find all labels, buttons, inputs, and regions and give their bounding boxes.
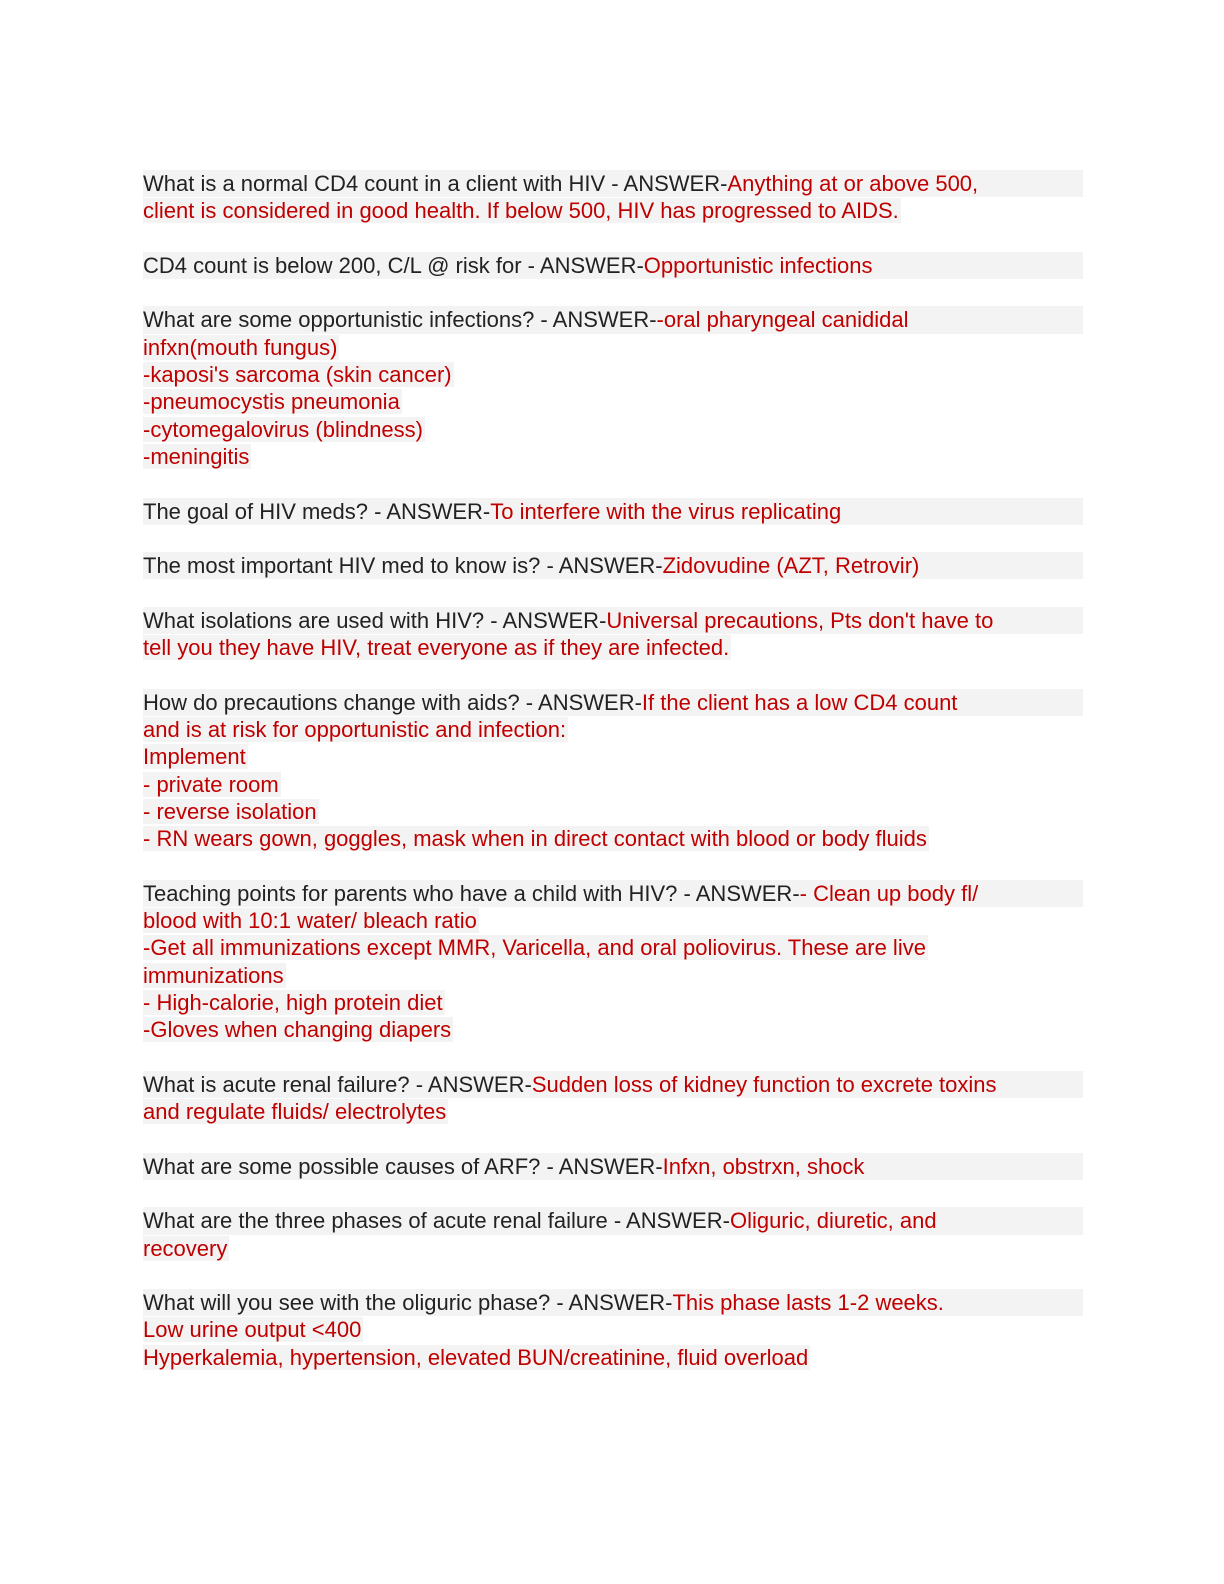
qa-item xyxy=(143,1289,1083,1371)
qa-item xyxy=(143,880,1083,1044)
answer-text: - RN wears gown, goggles, mask when in direct contact with blood or body fluids xyxy=(143,826,927,852)
answer-text: recovery xyxy=(143,1235,228,1261)
answer-text: - private room xyxy=(143,771,279,797)
answer-text: Opportunistic infections xyxy=(643,252,873,278)
qa-item xyxy=(143,607,1083,662)
answer-separator: - ANSWER- xyxy=(677,880,800,906)
answer-text: -oral pharyngeal canididal xyxy=(656,307,909,333)
answer-text: Low urine output <400 xyxy=(143,1317,362,1343)
answer-text: To interfere with the virus replicating xyxy=(490,498,842,524)
question-text: How do precautions change with aids? xyxy=(143,689,520,715)
answer-text: - High-calorie, high protein diet xyxy=(143,989,443,1015)
answer-separator: - ANSWER- xyxy=(550,1290,673,1316)
qa-item xyxy=(143,306,1083,470)
answer-text: -cytomegalovirus (blindness) xyxy=(143,416,423,442)
question-text: What are some possible causes of ARF? xyxy=(143,1153,541,1179)
answer-text: -Get all immunizations except MMR, Varicella, and oral poliovirus. These are live xyxy=(143,935,926,961)
qa-item xyxy=(143,170,1083,225)
answer-text: -Gloves when changing diapers xyxy=(143,1017,452,1043)
answer-separator: - ANSWER- xyxy=(521,252,644,278)
qa-item xyxy=(143,252,1083,279)
question-text: What is a normal CD4 count in a client with HIV xyxy=(143,171,606,196)
answer-separator: - ANSWER- xyxy=(540,1153,663,1179)
question-text: The goal of HIV meds? xyxy=(143,498,369,524)
answer-text: infxn(mouth fungus) xyxy=(143,334,338,360)
answer-separator: - ANSWER- xyxy=(484,607,607,633)
qa-item xyxy=(143,1207,1083,1262)
answer-text: -meningitis xyxy=(143,443,250,469)
question-text: What are some opportunistic infections? xyxy=(143,307,535,333)
question-text: What are the three phases of acute renal failure xyxy=(143,1208,608,1234)
answer-separator: - ANSWER- xyxy=(607,1208,730,1234)
answer-text: If the client has a low CD4 count xyxy=(641,689,958,715)
answer-separator: - ANSWER- xyxy=(409,1071,532,1097)
qa-item xyxy=(143,498,1083,525)
document-page xyxy=(143,170,1083,1398)
answer-text: -kaposi's sarcoma (skin cancer) xyxy=(143,362,452,388)
answer-text: Sudden loss of kidney function to excrete toxins xyxy=(531,1071,997,1097)
question-text: CD4 count is below 200, C/L @ risk for xyxy=(143,252,522,278)
qa-item xyxy=(143,1071,1083,1126)
answer-text: blood with 10:1 water/ bleach ratio xyxy=(143,908,477,934)
question-text: The most important HIV med to know is? xyxy=(143,553,541,579)
answer-text: immunizations xyxy=(143,962,284,988)
answer-text: client is considered in good health. If below 500, HIV has progressed to AIDS. xyxy=(143,198,899,224)
answer-separator: - ANSWER- xyxy=(540,553,663,579)
answer-text: tell you they have HIV, treat everyone as if they are infected. xyxy=(143,635,730,661)
answer-text: - Clean up body fl/ xyxy=(799,880,979,906)
answer-text: Anything at or above 500, xyxy=(727,171,979,196)
answer-text: Oliguric, diuretic, and xyxy=(729,1208,937,1234)
question-text: What isolations are used with HIV? xyxy=(143,607,485,633)
qa-item xyxy=(143,689,1083,853)
answer-text: Implement xyxy=(143,744,246,770)
answer-text: and regulate fluids/ electrolytes xyxy=(143,1099,447,1125)
qa-item xyxy=(143,1153,1083,1180)
answer-text: - reverse isolation xyxy=(143,798,317,824)
answer-separator: - ANSWER- xyxy=(519,689,642,715)
answer-text: and is at risk for opportunistic and infection: xyxy=(143,716,567,742)
question-text: Teaching points for parents who have a child with HIV? xyxy=(143,880,678,906)
answer-text: Zidovudine (AZT, Retrovir) xyxy=(662,553,920,579)
question-text: What will you see with the oliguric phase? xyxy=(143,1290,551,1316)
answer-text: Hyperkalemia, hypertension, elevated BUN/creatinine, fluid overload xyxy=(143,1344,809,1370)
answer-separator: - ANSWER- xyxy=(534,307,657,333)
qa-item xyxy=(143,552,1083,579)
answer-separator: - ANSWER- xyxy=(605,171,728,196)
answer-text: Universal precautions, Pts don't have to xyxy=(606,607,994,633)
question-text: What is acute renal failure? xyxy=(143,1071,410,1097)
answer-text: -pneumocystis pneumonia xyxy=(143,389,400,415)
answer-text: This phase lasts 1-2 weeks. xyxy=(672,1290,944,1316)
answer-text: Infxn, obstrxn, shock xyxy=(662,1153,865,1179)
answer-separator: - ANSWER- xyxy=(368,498,491,524)
